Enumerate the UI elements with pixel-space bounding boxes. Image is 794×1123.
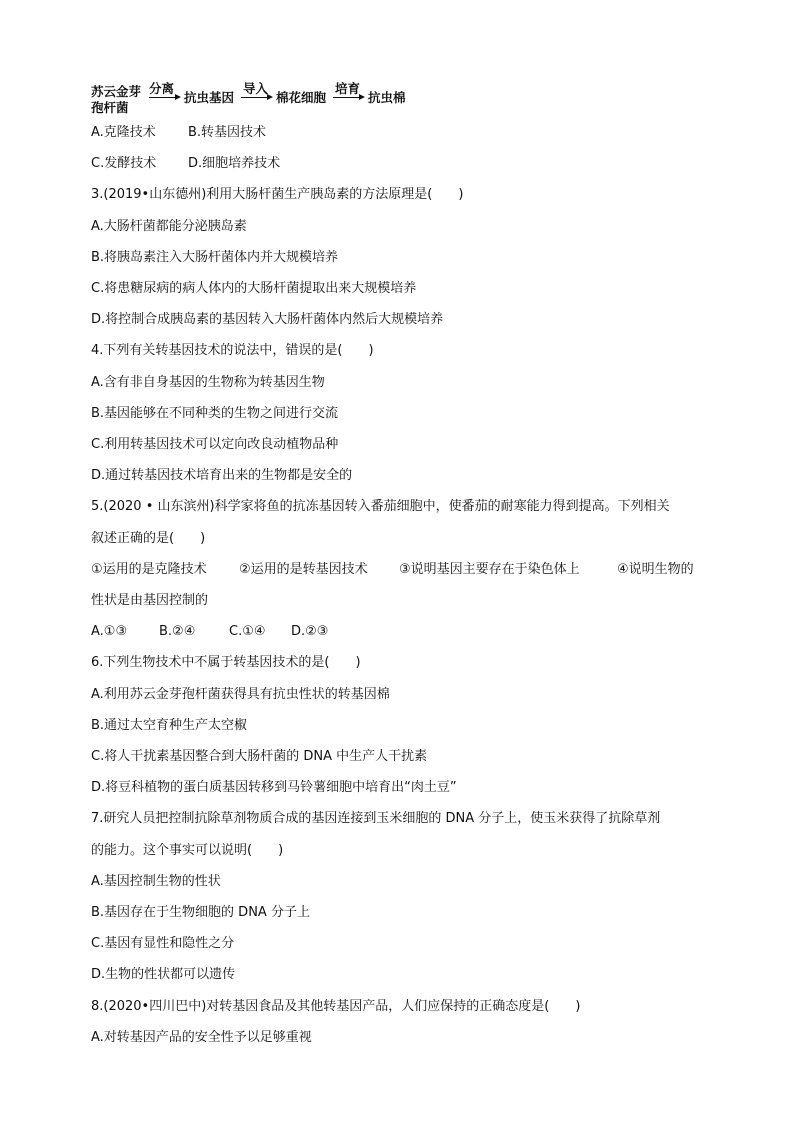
q5-stem-line1: 5.(2020 • 山东滨州)科学家将鱼的抗冻基因转入番茄细胞中，使番茄的耐寒能力得到提高。下列相关: [91, 499, 670, 514]
arrow-1: [149, 97, 179, 98]
source-organism-line1: 苏云金芽: [91, 84, 142, 99]
q3-stem: 3.(2019•山东德州)利用大肠杆菌生产胰岛素的方法原理是( ): [91, 187, 464, 202]
q6-option-a: A.利用苏云金芽孢杆菌获得具有抗虫性状的转基因棉: [91, 687, 390, 702]
q4-stem: 4.下列有关转基因技术的说法中，错误的是( ): [91, 343, 374, 358]
q4-option-a: A.含有非自身基因的生物称为转基因生物: [91, 375, 325, 390]
step-label-cultivate: 培育: [335, 81, 361, 96]
q4-option-b: B.基因能够在不同种类的生物之间进行交流: [91, 406, 339, 421]
q3-option-a: A.大肠杆菌都能分泌胰岛素: [91, 219, 247, 234]
q5-statement-4-cont: 性状是由基因控制的: [91, 593, 209, 608]
q7-option-b: B.基因存在于生物细胞的 DNA 分子上: [91, 905, 310, 920]
q5-stem-line2: 叙述正确的是( ): [91, 531, 206, 546]
q5-statement-2: ②运用的是转基因技术: [239, 562, 368, 577]
q5-statement-3: ③说明基因主要存在于染色体上: [399, 562, 580, 577]
q2-option-a: A.克隆技术: [91, 125, 156, 140]
q7-option-c: C.基因有显性和隐性之分: [91, 936, 235, 951]
q6-option-b: B.通过太空育种生产太空椒: [91, 718, 248, 733]
q6-option-c: C.将人干扰素基因整合到大肠杆菌的 DNA 中生产人干扰素: [91, 749, 428, 764]
q3-option-c: C.将患糖尿病的病人体内的大肠杆菌提取出来大规模培养: [91, 281, 417, 296]
q5-statement-4: ④说明生物的: [617, 562, 694, 577]
q7-stem-line2: 的能力。这个事实可以说明( ): [91, 843, 284, 858]
q3-option-d: D.将控制合成胰岛素的基因转入大肠杆菌体内然后大规模培养: [91, 312, 444, 327]
q5-option-c: C.①④: [229, 624, 266, 639]
q7-stem-line1: 7.研究人员把控制抗除草剂物质合成的基因连接到玉米细胞的 DNA 分子上，使玉米获得了抗除草剂: [91, 811, 661, 826]
q2-option-b: B.转基因技术: [188, 125, 267, 140]
arrow-2: [241, 97, 271, 98]
q5-statement-1: ①运用的是克隆技术: [91, 562, 207, 577]
q5-option-b: B.②④: [159, 624, 196, 639]
q8-stem: 8.(2020•四川巴中)对转基因食品及其他转基因产品，人们应保持的正确态度是( ): [91, 999, 581, 1014]
step-label-introduce: 导入: [243, 81, 269, 96]
source-organism-line2: 孢杆菌: [91, 100, 129, 115]
q6-stem: 6.下列生物技术中不属于转基因技术的是( ): [91, 655, 361, 670]
node-insect-resistant-cotton: 抗虫棉: [368, 90, 406, 105]
step-label-separate: 分离: [149, 81, 175, 96]
q5-option-d: D.②③: [291, 624, 329, 639]
node-insect-resistance-gene: 抗虫基因: [184, 90, 235, 105]
q5-option-a: A.①③: [91, 624, 128, 639]
q7-option-d: D.生物的性状都可以遗传: [91, 967, 236, 982]
q6-option-d: D.将豆科植物的蛋白质基因转移到马铃薯细胞中培育出“肉土豆”: [91, 780, 457, 795]
q7-option-a: A.基因控制生物的性状: [91, 874, 221, 889]
q2-option-d: D.细胞培养技术: [188, 156, 281, 171]
q4-option-d: D.通过转基因技术培育出来的生物都是安全的: [91, 468, 353, 483]
q3-option-b: B.将胰岛素注入大肠杆菌体内并大规模培养: [91, 250, 339, 265]
q4-option-c: C.利用转基因技术可以定向改良动植物品种: [91, 437, 339, 452]
process-flow-diagram: [91, 82, 421, 114]
node-cotton-cell: 棉花细胞: [276, 90, 327, 105]
q8-option-a: A.对转基因产品的安全性予以足够重视: [91, 1030, 312, 1045]
arrow-3: [333, 97, 363, 98]
q2-option-c: C.发酵技术: [91, 156, 157, 171]
